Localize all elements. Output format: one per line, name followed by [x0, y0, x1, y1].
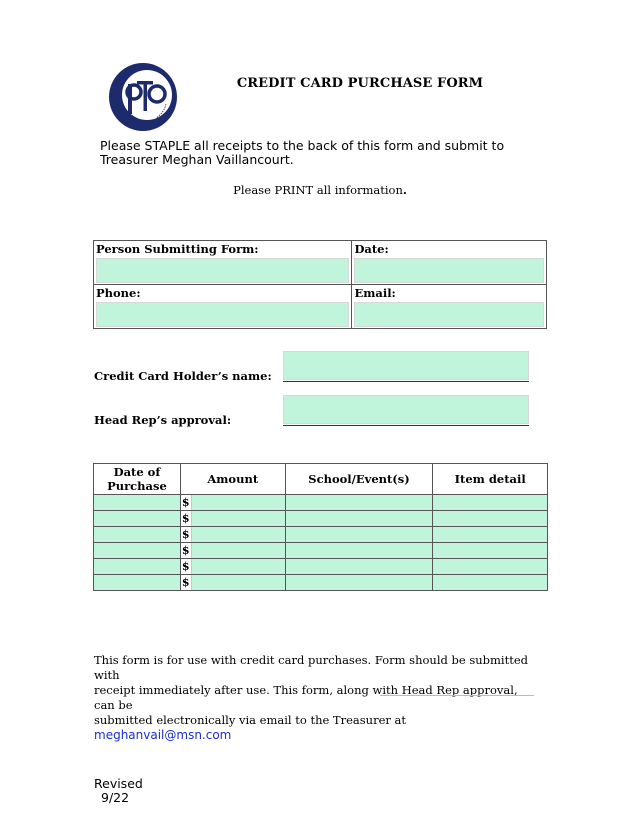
item-detail-header: Item detail — [433, 464, 548, 495]
purchase-item-detail-cell[interactable] — [433, 575, 548, 591]
revised-label: Revised — [94, 776, 143, 791]
phone-label: Phone: — [96, 286, 141, 300]
date-header-line-2: Purchase — [107, 479, 167, 493]
date-label: Date: — [354, 242, 389, 256]
note-line-3-text: submitted electronically via email to the Treasurer at — [94, 713, 407, 727]
amount-fill[interactable] — [191, 575, 285, 590]
instructions-line-2: Treasurer Meghan Vaillancourt. — [100, 152, 294, 167]
phone-cell — [94, 285, 352, 329]
person-submitting-label: Person Submitting Form: — [96, 242, 259, 256]
revised-date: 9/22 — [101, 790, 130, 805]
print-instructions — [0, 183, 640, 197]
date-header-line-1: Date of — [113, 465, 161, 479]
dollar-sign: $ — [181, 576, 190, 589]
note-line-2: receipt immediately after use. This form, along with Head Rep approval, can be — [94, 683, 518, 712]
table-row — [94, 527, 548, 543]
purchase-amount-cell[interactable] — [180, 559, 285, 575]
head-rep-underline — [283, 425, 529, 426]
purchase-amount-cell[interactable] — [180, 543, 285, 559]
head-rep-approval-label: Head Rep’s approval: — [94, 413, 232, 427]
amount-header: Amount — [180, 464, 285, 495]
date-cell — [352, 241, 547, 285]
table-row — [94, 575, 548, 591]
purchase-school-event-cell[interactable] — [285, 543, 433, 559]
purchase-date-cell[interactable] — [94, 527, 181, 543]
dollar-sign: $ — [181, 528, 190, 541]
footer-note — [94, 653, 534, 743]
amount-fill[interactable] — [191, 511, 285, 526]
card-holder-label: Credit Card Holder’s name: — [94, 369, 272, 383]
purchase-item-detail-cell[interactable] — [433, 511, 548, 527]
table-row — [94, 559, 548, 575]
purchases-table — [93, 463, 548, 591]
form-title: CREDIT CARD PURCHASE FORM — [236, 76, 484, 91]
email-label: Email: — [354, 286, 396, 300]
print-instructions-dot: . — [402, 183, 407, 197]
note-line-1: This form is for use with credit card purchases. Form should be submitted with — [94, 653, 529, 682]
dollar-sign: $ — [181, 544, 190, 557]
school-event-header: School/Event(s) — [285, 464, 433, 495]
person-cell — [94, 241, 352, 285]
amount-fill[interactable] — [191, 495, 285, 510]
purchases-body — [94, 495, 548, 591]
treasurer-email-link[interactable]: meghanvail@msn.com — [94, 728, 232, 742]
purchase-school-event-cell[interactable] — [285, 527, 433, 543]
purchase-item-detail-cell[interactable] — [433, 527, 548, 543]
note-line-3 — [94, 713, 534, 743]
email-underline — [380, 695, 534, 696]
purchase-item-detail-cell[interactable] — [433, 559, 548, 575]
print-instructions-text: Please PRINT all information — [233, 183, 403, 197]
date-field[interactable] — [354, 258, 544, 283]
instructions-line-1: Please STAPLE all receipts to the back of this form and submit to — [100, 138, 505, 153]
card-holder-underline — [283, 381, 529, 382]
email-cell — [352, 285, 547, 329]
purchase-school-event-cell[interactable] — [285, 511, 433, 527]
email-field[interactable] — [354, 302, 544, 327]
dollar-sign: $ — [181, 512, 190, 525]
table-row — [94, 511, 548, 527]
purchase-item-detail-cell[interactable] — [433, 543, 548, 559]
table-row — [94, 495, 548, 511]
purchase-date-cell[interactable] — [94, 543, 181, 559]
purchase-school-event-cell[interactable] — [285, 575, 433, 591]
dollar-sign: $ — [181, 496, 190, 509]
amount-fill[interactable] — [191, 543, 285, 558]
purchase-date-cell[interactable] — [94, 511, 181, 527]
purchase-date-cell[interactable] — [94, 559, 181, 575]
amount-fill[interactable] — [191, 559, 285, 574]
phone-field[interactable] — [96, 302, 349, 327]
purchase-date-cell[interactable] — [94, 575, 181, 591]
person-submitting-field[interactable] — [96, 258, 349, 283]
purchase-amount-cell[interactable] — [180, 495, 285, 511]
amount-fill[interactable] — [191, 527, 285, 542]
purchase-school-event-cell[interactable] — [285, 559, 433, 575]
purchase-amount-cell[interactable] — [180, 575, 285, 591]
head-rep-approval-field[interactable] — [283, 395, 529, 424]
date-of-purchase-header — [94, 464, 181, 495]
dollar-sign: $ — [181, 560, 190, 573]
pto-logo-icon — [108, 62, 178, 132]
table-row — [94, 543, 548, 559]
submitter-info-table — [93, 240, 547, 329]
card-holder-name-field[interactable] — [283, 351, 529, 380]
purchase-school-event-cell[interactable] — [285, 495, 433, 511]
purchase-date-cell[interactable] — [94, 495, 181, 511]
purchase-amount-cell[interactable] — [180, 527, 285, 543]
purchase-item-detail-cell[interactable] — [433, 495, 548, 511]
staple-instructions — [100, 139, 520, 167]
purchase-amount-cell[interactable] — [180, 511, 285, 527]
